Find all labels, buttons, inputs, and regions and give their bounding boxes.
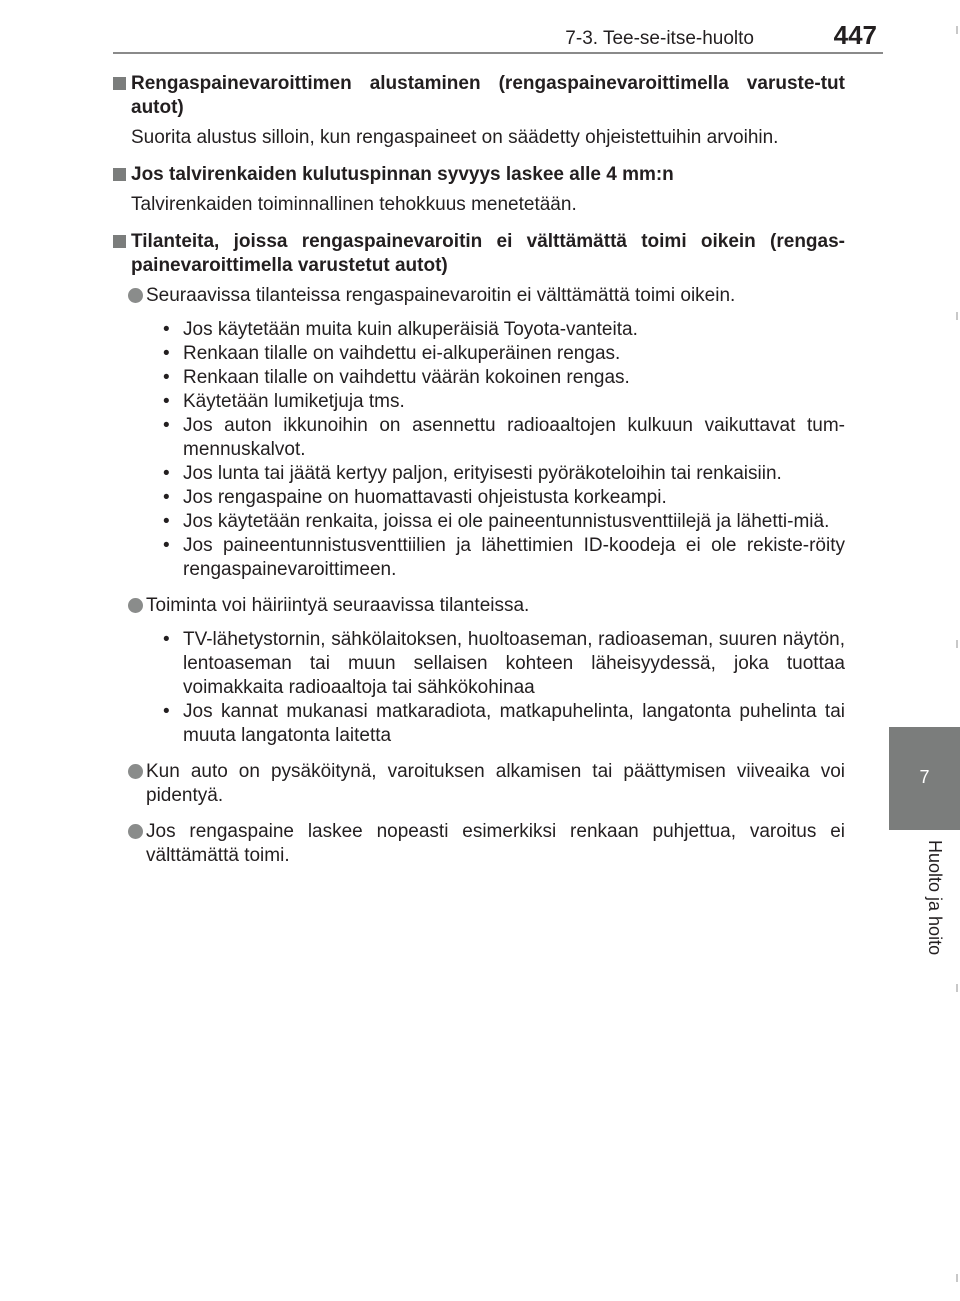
bullet-dot-icon: • [163, 701, 170, 722]
list-item: • Jos kannat mukanasi matkaradiota, matkapuhelinta, langatonta puhelinta tai muuta langatonta laitetta [163, 701, 845, 746]
bullet-dot-icon: • [163, 535, 170, 556]
bullet-dot-icon: • [163, 391, 170, 412]
section-heading-tpms-init [113, 72, 845, 120]
header-rule [113, 52, 883, 54]
item-text: Toiminta voi häiriintyä seuraavissa tilanteissa. [146, 595, 530, 616]
item-text: Kun auto on pysäköitynä, varoituksen alkamisen tai päättymisen viiveaika voi pidentyä. [146, 761, 845, 806]
bullet-dot-icon: • [163, 343, 170, 364]
heading-text: Tilanteita, joissa rengaspainevaroitin ei välttämättä toimi oikein (rengas-painevaroittimella varustetut autot) [131, 231, 845, 276]
section-heading-malfunction [113, 230, 845, 278]
bullet-dot-icon: • [163, 415, 170, 436]
list-item: • Jos käytetään muita kuin alkuperäisiä Toyota-vanteita. [163, 319, 638, 340]
edge-tick [956, 26, 958, 34]
list-item: • Jos lunta tai jäätä kertyy paljon, erityisesti pyöräkoteloihin tai renkaisiin. [163, 463, 782, 484]
list-item: • Jos rengaspaine on huomattavasti ohjeistusta korkeampi. [163, 487, 667, 508]
bullet-dot-icon: • [163, 367, 170, 388]
bullet-dot-icon: • [163, 511, 170, 532]
list-item: • Jos paineentunnistusventtiilien ja lähettimien ID-koodeja ei ole rekiste-röity rengaspainevaroittimeen. [163, 535, 845, 580]
bullet-dot-icon: • [163, 629, 170, 650]
item-text: Jos rengaspaine laskee nopeasti esimerkiksi renkaan puhjettua, varoitus ei välttämättä toimi. [146, 821, 845, 866]
circle-bullet-icon [128, 288, 143, 303]
edge-tick [956, 984, 958, 992]
list-item: • TV-lähetystornin, sähkölaitoksen, huoltoaseman, radioaseman, suuren näytön, lentoaseman tai muun sellaisen kohteen läheisyydessä, joka tuottaa voimakkaita radioaaltoja tai sähkökohinaa [163, 629, 845, 698]
section-heading-winter-tires [113, 163, 845, 187]
bullet-list [113, 628, 845, 748]
chapter-label: Huolto ja hoito [925, 840, 945, 956]
chapter-tab [889, 727, 960, 830]
list-item: • Renkaan tilalle on vaihdettu väärän kokoinen rengas. [163, 367, 630, 388]
square-bullet-icon [113, 235, 126, 248]
section-title: 7-3. Tee-se-itse-huolto [565, 28, 754, 49]
circle-list-item [113, 594, 845, 618]
list-item: • Renkaan tilalle on vaihdettu ei-alkuperäinen rengas. [163, 343, 621, 364]
chapter-number: 7 [919, 767, 930, 787]
edge-tick [956, 1274, 958, 1282]
heading-text: Rengaspainevaroittimen alustaminen (rengaspainevaroittimella varuste-tut autot) [131, 73, 845, 118]
bullet-dot-icon: • [163, 487, 170, 508]
circle-bullet-icon [128, 824, 143, 839]
section-paragraph: Talvirenkaiden toiminnallinen tehokkuus menetetään. [131, 194, 577, 215]
square-bullet-icon [113, 168, 126, 181]
circle-list-item [113, 284, 845, 308]
list-item: • Jos auton ikkunoihin on asennettu radioaaltojen kulkuun vaikuttavat tum-mennuskalvot. [163, 415, 845, 460]
section-paragraph: Suorita alustus silloin, kun rengaspaineet on säädetty ohjeistettuihin arvoihin. [131, 127, 779, 148]
edge-tick [956, 312, 958, 320]
list-item: • Käytetään lumiketjuja tms. [163, 391, 405, 412]
circle-list-item [113, 820, 845, 868]
circle-list-item [113, 760, 845, 808]
edge-tick [956, 640, 958, 648]
bullet-dot-icon: • [163, 463, 170, 484]
page-number: 447 [833, 20, 877, 50]
heading-text: Jos talvirenkaiden kulutuspinnan syvyys laskee alle 4 mm:n [131, 164, 674, 185]
bullet-dot-icon: • [163, 319, 170, 340]
item-text: Seuraavissa tilanteissa rengaspainevaroitin ei välttämättä toimi oikein. [146, 285, 736, 306]
circle-bullet-icon [128, 598, 143, 613]
circle-bullet-icon [128, 764, 143, 779]
page-header [113, 18, 883, 54]
page-content [113, 72, 845, 880]
list-item: • Jos käytetään renkaita, joissa ei ole paineentunnistusventtiilejä ja lähetti-miä. [163, 511, 830, 532]
bullet-list [113, 318, 845, 582]
square-bullet-icon [113, 77, 126, 90]
